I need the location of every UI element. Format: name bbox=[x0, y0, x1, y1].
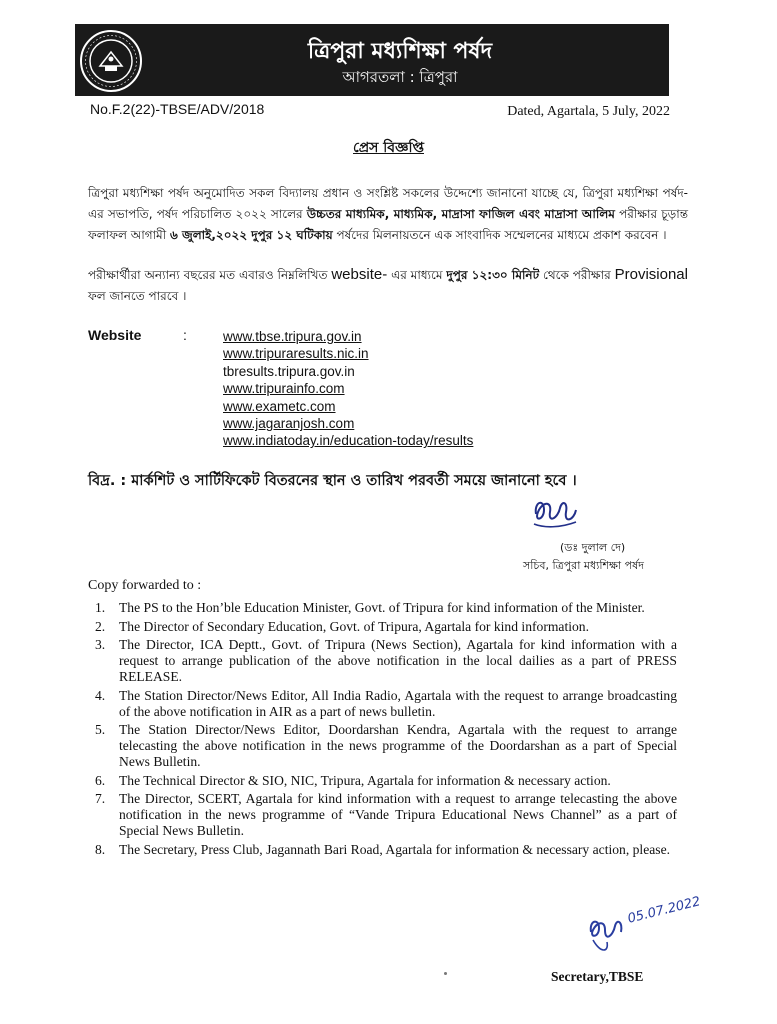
recipient-number: 1. bbox=[95, 600, 106, 615]
website-text-2: এর মাধ্যমে bbox=[387, 268, 447, 282]
board-name-bengali: ত্রিপুরা মধ্যশিক্ষা পর্ষদ bbox=[307, 39, 493, 64]
website-item bbox=[223, 328, 473, 345]
recipient-item bbox=[95, 791, 677, 839]
recipient-text: The Technical Director & SIO, NIC, Tripura, Agartala for information & necessary action. bbox=[119, 772, 611, 788]
website-link-jagaranjosh[interactable]: www.jagaranjosh.com bbox=[223, 416, 355, 432]
secretary-designation: Secretary,TBSE bbox=[551, 969, 644, 984]
recipient-item bbox=[95, 600, 677, 616]
announcement-paragraph bbox=[88, 183, 688, 246]
reference-number: No.F.2(22)-TBSE/ADV/2018 bbox=[90, 101, 265, 117]
website-item bbox=[223, 398, 473, 415]
result-time: দুপুর ১২:৩০ মিনিট bbox=[446, 268, 540, 282]
website-item bbox=[223, 432, 473, 449]
website-link-tripuraresults[interactable]: www.tripuraresults.nic.in bbox=[223, 346, 369, 362]
signatory-title: সচিব, ত্রিপুরা মধ্যশিক্ষা পর্ষদ bbox=[523, 559, 644, 572]
website-word: website- bbox=[331, 266, 388, 283]
website-item bbox=[223, 345, 473, 362]
recipient-item bbox=[95, 619, 677, 635]
distribution-note: বিদ্র. : মার্কশিট ও সার্টিফিকেট বিতরনের স্থান ও তারিখ পরবর্তী সময়ে জানানো হবে । bbox=[88, 473, 577, 489]
recipient-item bbox=[95, 773, 677, 789]
recipient-text: The Secretary, Press Club, Jagannath Bari Road, Agartala for information & necessary action, please. bbox=[119, 841, 670, 857]
handwritten-date: 05.07.2022 bbox=[626, 894, 703, 927]
recipient-number: 3. bbox=[95, 637, 106, 653]
website-text-4: ফল জানতে পারবে । bbox=[88, 289, 187, 303]
recipient-item bbox=[95, 722, 677, 770]
website-label: Website bbox=[88, 327, 142, 343]
recipient-text: The Station Director/News Editor, All India Radio, Agartala with the request to arrange broadcasting of the above notification in AIR as a part of news bulletin. bbox=[119, 687, 677, 719]
provisional-word: Provisional bbox=[614, 266, 688, 283]
recipient-item bbox=[95, 842, 677, 858]
copy-forwarded-list bbox=[95, 600, 677, 860]
website-text-3: থেকে পরীক্ষার bbox=[539, 268, 615, 282]
recipient-number: 2. bbox=[95, 618, 106, 634]
signatory-name: (ডঃ দুলাল দে) bbox=[560, 541, 626, 554]
website-link-tbse[interactable]: www.tbse.tripura.gov.in bbox=[223, 329, 362, 344]
recipient-text: The Director, ICA Deptt., Govt. of Tripura (News Section), Agartala for kind information with a request to arrange publication of the above notification in the local dailies as a part of PRESS RELEASE. bbox=[119, 637, 677, 684]
website-item bbox=[223, 380, 473, 397]
press-release-heading bbox=[0, 136, 777, 160]
recipient-text: The Station Director/News Editor, Doordarshan Kendra, Agartala with the request to arrange telecasting the above notification in the news programme of the Doordarshan as a part of Special News Bulletin. bbox=[119, 722, 677, 769]
website-colon: : bbox=[183, 327, 187, 343]
copy-forwarded-heading: Copy forwarded to : bbox=[88, 578, 202, 593]
recipient-item bbox=[95, 637, 677, 685]
website-list bbox=[223, 328, 473, 450]
exam-names: উচ্চতর মাধ্যমিক, মাধ্যমিক, মাদ্রাসা ফাজিল এবং মাদ্রাসা আলিম bbox=[306, 207, 615, 221]
website-item bbox=[223, 363, 473, 380]
recipient-number: 8. bbox=[95, 841, 106, 857]
press-release-heading-text: প্রেস বিজ্ঞপ্তি bbox=[353, 140, 424, 156]
website-link-exametc[interactable]: www.exametc.com bbox=[223, 398, 336, 414]
issue-date: Dated, Agartala, 5 July, 2022 bbox=[507, 104, 670, 119]
website-item bbox=[223, 415, 473, 432]
website-text-1: পরীক্ষার্থীরা অন্যান্য বছরের মত এবারও নিম্নলিখিত bbox=[88, 268, 332, 282]
announcement-text-2: পরীক্ষার চূড়ান্ত ফলাফল আগামী bbox=[88, 207, 688, 242]
recipient-text: The Director, SCERT, Agartala for kind information with a request to arrange telecasting the above notification in the news programme of “Vande Tripura Educational News Channel” as a part of Special News Bulletin. bbox=[119, 791, 677, 838]
board-location-bengali: আগরতলা : ত্রিপুরা bbox=[342, 68, 458, 86]
recipient-number: 7. bbox=[95, 791, 106, 807]
recipient-item bbox=[95, 688, 677, 720]
handwritten-signature-icon bbox=[530, 494, 580, 534]
announcement-text-1: ত্রিপুরা মধ্যশিক্ষা পর্ষদ অনুমোদিত সকল বিদ্যালয় প্রধান ও সংশ্লিষ্ট সকলের উদ্দেশ্যে জানানো যাচ্ছে যে, ত্রিপুরা মধ্যশিক্ষা পর্ষদ-এর সভাপতি, পর্ষদ পরিচালিত ২০২২ সালের bbox=[88, 186, 688, 221]
recipient-number: 4. bbox=[95, 687, 106, 703]
website-text-tbresults: tbresults.tripura.gov.in bbox=[223, 363, 355, 379]
secretary-signature-icon bbox=[585, 914, 629, 954]
recipient-text: The Director of Secondary Education, Govt. of Tripura, Agartala for kind information. bbox=[119, 618, 589, 634]
announcement-text-3: পর্ষদের মিলনায়তনে এক সাংবাদিক সম্মেলনের মাধ্যমে প্রকাশ করবেন । bbox=[332, 228, 667, 242]
result-date-time: ৬ জুলাই,২০২২ দুপুর ১২ ঘটিকায় bbox=[169, 228, 333, 242]
website-link-indiatoday[interactable]: www.indiatoday.in/education-today/results bbox=[223, 433, 474, 449]
website-paragraph bbox=[88, 264, 688, 307]
recipient-text: The PS to the Hon’ble Education Minister, Govt. of Tripura for kind information of the Minister. bbox=[119, 600, 645, 615]
board-seal-icon bbox=[78, 28, 144, 94]
recipient-number: 5. bbox=[95, 722, 106, 738]
website-link-tripurainfo[interactable]: www.tripurainfo.com bbox=[223, 381, 345, 397]
scan-speck bbox=[444, 972, 447, 975]
recipient-number: 6. bbox=[95, 772, 106, 788]
